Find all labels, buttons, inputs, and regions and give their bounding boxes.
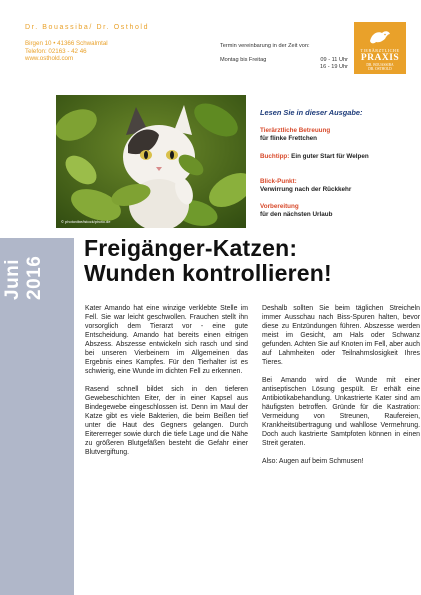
article-column-1 bbox=[85, 304, 248, 466]
hours-intro: Termin vereinbarung in der Zeit von: bbox=[220, 43, 310, 49]
practice-website: www.osthold.com bbox=[25, 55, 74, 63]
practice-address-block bbox=[25, 24, 185, 63]
kitten-in-leaves-image bbox=[56, 95, 246, 228]
issue-month: Juni 2016 bbox=[2, 255, 45, 300]
toc-item[interactable] bbox=[260, 153, 415, 161]
table-of-contents bbox=[260, 108, 415, 219]
logo-line-2: PRAXIS bbox=[360, 53, 400, 63]
logo-line-4: DR. OSTHOLD bbox=[368, 67, 392, 71]
article-paragraph: Kater Amando hat eine winzige verklebte Stelle im Fell. Sie war leicht geschwollen. Frauchen stellt ihn vorsorglich dem Tierarzt vor - eine gute Entscheidung. Amando hat bereits einen eitrigen Abszess. Abszesse entwickeln sich rasch und sind bei unseren Vierbeinern im Allgemeinen das Ergebnis eines Kampfes. Für den Tierhalter ist es schwierig, eine Wunde im dichten Fell zu erkennen. bbox=[85, 305, 248, 375]
practice-names: Dr. Bouassiba/ Dr. Osthold bbox=[25, 24, 150, 31]
page-header bbox=[0, 0, 421, 88]
hours-evening: 16 - 19 Uhr bbox=[320, 64, 348, 70]
logo-line-3: DR. BOUASSIBA bbox=[366, 63, 394, 67]
article-paragraph: Rasend schnell bildet sich in den tieferen Gewebeschichten Eiter, der in einer Kapsel aus Bindegewebe eingeschlossen ist. Denn im Maul der Katze gibt es viele Bakterien, die beim Beißen tief unter die Haut des Gegners gelangen. Durch Eitererreger sowie durch die tiefe Lage und die Nähe zu größeren Blutgefäßen besteht die Gefahr einer Blutvergiftung. bbox=[85, 386, 248, 456]
toc-item-kicker: Blick-Punkt: bbox=[260, 178, 297, 185]
photo-credit: © photovibe/istock/photo.de bbox=[61, 219, 111, 224]
cover-photo bbox=[56, 95, 246, 228]
article-title-line-1: Freigänger-Katzen: bbox=[84, 235, 298, 261]
practice-logo bbox=[354, 22, 406, 74]
toc-item-kicker: Buchtipp: Ein guter Start für Welpen bbox=[260, 153, 369, 160]
article-column-2 bbox=[262, 304, 420, 475]
article-paragraph: Bei Amando wird die Wunde mit einer antiseptischen Lösung gespült. Er erhält eine Antibiotikabehandlung. Unkastrierte Kater sind am häufigsten betroffen. Gründe für die Kastration: Vermeidung von Streunen, Raufereien, Krankheitsübertragung und wahllose Vermehrung. Doch auch kastrierte Samtpfoten können in einen Streit geraten. bbox=[262, 377, 420, 447]
practice-street: Birgen 10 • 41366 Schwalmtal bbox=[25, 40, 108, 47]
hours-morning: 09 - 11 Uhr bbox=[320, 57, 348, 63]
toc-heading: Lesen Sie in dieser Ausgabe: bbox=[260, 108, 363, 117]
article-title-line-2: Wunden kontrollieren! bbox=[84, 260, 332, 286]
toc-item[interactable] bbox=[260, 178, 415, 195]
toc-item-kicker: Tierärztliche Betreuung bbox=[260, 127, 331, 134]
hours-days: Montag bis Freitag bbox=[220, 57, 267, 63]
article-title bbox=[84, 236, 414, 286]
dog-cat-logo-icon bbox=[368, 29, 392, 45]
toc-item-kicker: Vorbereitung bbox=[260, 203, 299, 210]
toc-item-desc: für den nächsten Urlaub bbox=[260, 211, 333, 219]
toc-item[interactable] bbox=[260, 203, 415, 220]
article-closing-line: Also: Augen auf beim Schmusen! bbox=[262, 458, 364, 465]
practice-phone: Telefon: 02163 - 42 46 bbox=[25, 47, 87, 55]
toc-item-desc: für flinke Frettchen bbox=[260, 135, 318, 143]
article-paragraph: Deshalb sollten Sie beim täglichen Streicheln immer Ausschau nach Biss-Spuren halten, bevor diese zu Entzündungen führen. Abszesse werden meist im Gesicht, am Hals oder Schwanz gefunden. Achten Sie auf Knoten im Fell, aber auch auf Lahmheiten oder Teilnahmslosigkeit Ihres Tieres. bbox=[262, 305, 420, 366]
toc-item-desc: Verwirrung nach der Rückkehr bbox=[260, 186, 352, 194]
toc-item[interactable] bbox=[260, 127, 415, 144]
logo-line-1: TIERÄRZTLICHE bbox=[360, 48, 400, 53]
